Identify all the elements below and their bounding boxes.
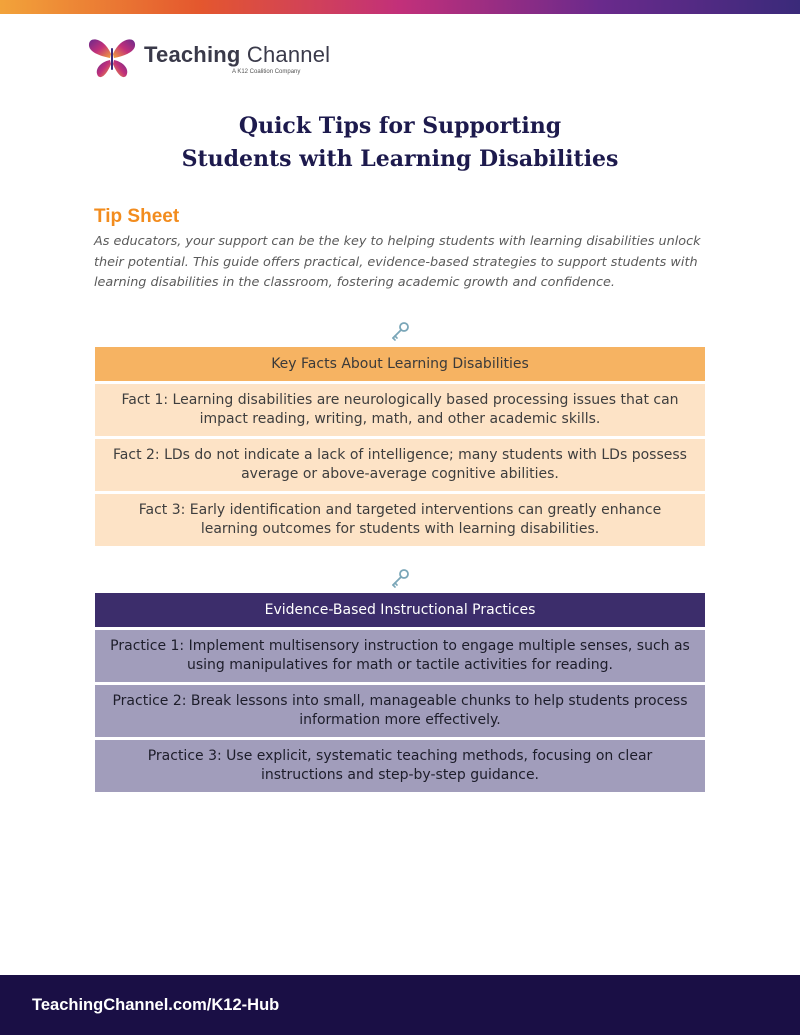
key-facts-table	[95, 347, 705, 549]
key-facts-header: Key Facts About Learning Disabilities	[95, 347, 705, 381]
brand-tagline: A K12 Coalition Company	[232, 68, 301, 75]
tip-sheet-intro: As educators, your support can be the key to helping students with learning disabilities unlock their potential. This guide offers practical, evidence-based strategies to support students with learning disabilities in the classroom, fostering academic growth and confidence.	[94, 234, 701, 290]
top-gradient-bar	[0, 0, 800, 14]
practices-header: Evidence-Based Instructional Practices	[95, 593, 705, 627]
key-icon	[389, 567, 411, 589]
fact-row-3: Fact 3: Early identification and targeted interventions can greatly enhance learning outcomes for students with learning disabilities.	[95, 494, 705, 546]
fact-row-1: Fact 1: Learning disabilities are neurologically based processing issues that can impact reading, writing, math, and other academic skills.	[95, 384, 705, 436]
teaching-channel-logo[interactable]	[86, 32, 341, 84]
key-icon	[389, 320, 411, 342]
practice-row-2: Practice 2: Break lessons into small, manageable chunks to help students process information more effectively.	[95, 685, 705, 737]
butterfly-icon	[86, 34, 138, 82]
page-title	[100, 110, 700, 176]
tip-sheet-heading: Tip Sheet	[94, 206, 180, 227]
practice-row-3: Practice 3: Use explicit, systematic teaching methods, focusing on clear instructions and step-by-step guidance.	[95, 740, 705, 792]
brand-name: Teaching Channel	[144, 41, 331, 67]
page-title-line-1: Quick Tips for Supporting	[238, 113, 562, 139]
instructional-practices-table	[95, 593, 705, 795]
page-title-line-2: Students with Learning Disabilities	[181, 146, 619, 172]
footer-bar	[0, 975, 800, 1035]
footer-url-link[interactable]: TeachingChannel.com/K12-Hub	[32, 995, 280, 1014]
practice-row-1: Practice 1: Implement multisensory instruction to engage multiple senses, such as using manipulatives for math or tactile activities for reading.	[95, 630, 705, 682]
fact-row-2: Fact 2: LDs do not indicate a lack of intelligence; many students with LDs possess average or above-average cognitive abilities.	[95, 439, 705, 491]
